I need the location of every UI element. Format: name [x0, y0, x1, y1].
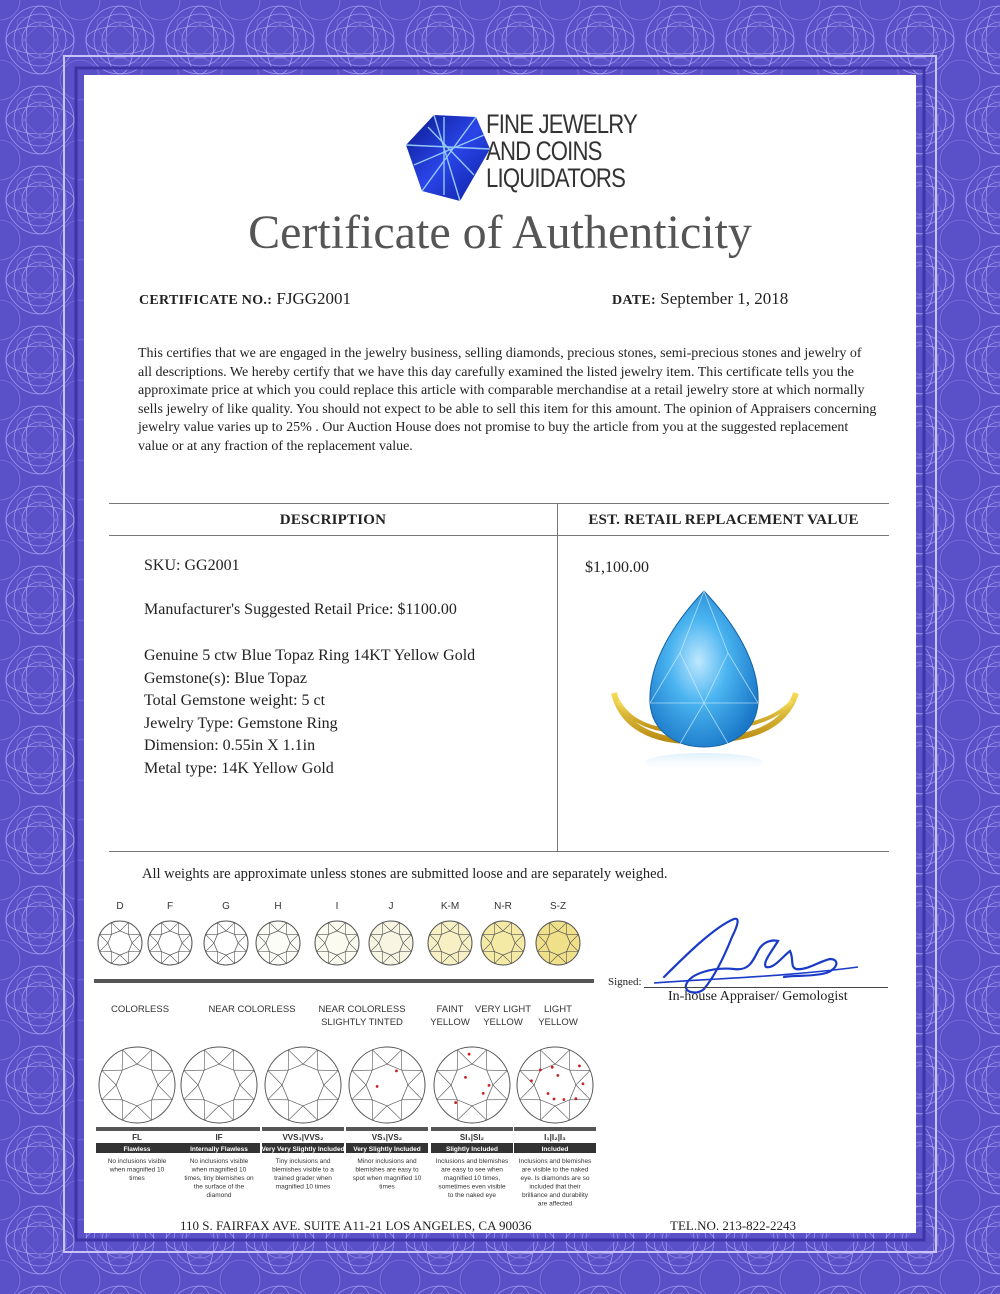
clarity-description: to the naked eye	[447, 1192, 497, 1199]
certificate-number-value: FJGG2001	[276, 289, 352, 308]
inclusion-mark	[547, 1092, 550, 1095]
sku: SKU: GG2001	[144, 557, 240, 574]
company-name	[486, 111, 637, 192]
clarity-description: diamond	[206, 1192, 232, 1199]
color-category-label: LIGHT	[544, 1004, 572, 1015]
color-grade-letter: G	[222, 901, 230, 912]
detail-line: Jewelry Type: Gemstone Ring	[144, 714, 338, 732]
clarity-bar	[514, 1127, 596, 1131]
clarity-description: when magnified 10	[109, 1166, 165, 1174]
intro-paragraph: This certifies that we are engaged in the jewelry business, selling diamonds, precious stones, semi-precious stones and jewelry of all descriptions. We hereby certify that we have this day carefully examined the listed jewelry item. This certificate tells you the approximate price at which you could replace this article with comparable merchandise at a retail jewelry store at which normally sells jewelry of like quality. You should not expect to be able to sell this item for this amount. The opinion of Appraisers concerning jewelry value varies up to 25% . Our Auction House does not promise to buy the article from you at the suggested replacement value or at any fraction of the replacement value.	[138, 346, 877, 454]
weights-note: All weights are approximate unless stones are submitted loose and are separately weighed.	[142, 866, 668, 882]
color-category-label: SLIGHTLY TINTED	[321, 1017, 403, 1028]
inclusion-mark	[395, 1069, 398, 1072]
detail-line: Metal type: 14K Yellow Gold	[144, 759, 334, 777]
color-category-label: FAINT	[436, 1004, 464, 1015]
clarity-name: Internally Flawless	[190, 1146, 248, 1153]
clarity-description: blemishes visible to a	[272, 1166, 334, 1174]
clarity-description: Minor inclusions and	[357, 1158, 417, 1165]
table-column-divider	[557, 503, 558, 852]
signature-title: In-house Appraiser/ Gemologist	[668, 989, 848, 1004]
inclusion-mark	[539, 1069, 542, 1072]
clarity-diamond-icon	[99, 1047, 175, 1123]
clarity-description: are easy to see when	[441, 1166, 503, 1174]
date-label: DATE:	[612, 293, 657, 308]
inclusion-mark	[468, 1053, 471, 1056]
clarity-description: are affected	[537, 1200, 573, 1208]
color-grade-letter: D	[116, 901, 124, 912]
inclusion-mark	[575, 1097, 578, 1100]
inclusion-mark	[562, 1098, 565, 1101]
inclusion-mark	[556, 1074, 559, 1077]
value-header: EST. RETAIL REPLACEMENT VALUE	[588, 512, 859, 528]
clarity-description: included that their	[529, 1183, 581, 1191]
certificate-number	[139, 289, 351, 309]
clarity-description: times	[129, 1175, 145, 1182]
inclusion-mark	[464, 1076, 467, 1079]
clarity-bar	[431, 1127, 513, 1131]
clarity-code: IF	[215, 1133, 223, 1142]
inclusion-mark	[376, 1085, 379, 1088]
color-category-label: YELLOW	[538, 1017, 578, 1028]
color-grade-letter: K-M	[440, 901, 460, 912]
clarity-description: times, tiny blemishes on	[184, 1175, 254, 1182]
table-bottom-rule	[109, 851, 889, 852]
color-grade-diamond-icon	[315, 921, 359, 965]
inclusion-mark	[582, 1082, 585, 1085]
signature-line	[644, 987, 888, 988]
clarity-code: VVS₁|VVS₂	[282, 1133, 324, 1142]
blue-topaz-ring-image	[604, 583, 804, 783]
logo-line-2: AND COINS	[486, 136, 602, 166]
clarity-name: Very Slightly Included	[353, 1146, 421, 1153]
clarity-code: SI₁|SI₂	[459, 1133, 485, 1142]
page-title: Certificate of Authenticity	[248, 206, 752, 259]
clarity-description: eye. Is diamonds are so	[520, 1175, 590, 1182]
clarity-description: Inclusions and blemishes	[435, 1158, 509, 1165]
clarity-diamond-icon	[181, 1047, 257, 1123]
certificate-number-label: CERTIFICATE NO.:	[139, 293, 273, 308]
clarity-bar	[346, 1127, 428, 1131]
clarity-description: sometimes even visible	[438, 1183, 506, 1191]
clarity-description: spot when magnified 10	[352, 1175, 422, 1182]
table-top-rule	[109, 503, 889, 504]
item-details	[144, 645, 475, 780]
clarity-description: magnified 10 times	[275, 1183, 331, 1191]
clarity-description: brilliance and durability	[521, 1192, 589, 1199]
footer-address: 110 S. FAIRFAX AVE. SUITE A11-21 LOS ANGELES, CA 90036	[180, 1218, 532, 1233]
clarity-name: Flawless	[123, 1146, 151, 1153]
clarity-description: No inclusions visible	[189, 1158, 249, 1165]
color-category-label: NEAR COLORLESS	[318, 1004, 406, 1015]
clarity-description: No inclusions visible	[107, 1158, 167, 1165]
clarity-code: VS₁|VS₂	[371, 1133, 403, 1142]
color-grade-diamond-icon	[428, 921, 472, 965]
color-category-label: NEAR COLORLESS	[208, 1004, 296, 1015]
clarity-description: Inclusions and blemishes	[518, 1158, 592, 1165]
color-category-label: YELLOW	[483, 1017, 523, 1028]
clarity-bar	[178, 1127, 260, 1131]
replacement-value: $1,100.00	[585, 559, 649, 576]
clarity-description: blemishes are easy to	[355, 1166, 419, 1174]
signed-label: Signed:	[608, 976, 642, 988]
color-grade-letter: F	[166, 901, 174, 912]
clarity-bar	[96, 1127, 178, 1131]
certificate-paper	[84, 75, 916, 1233]
detail-line: Total Gemstone weight: 5 ct	[144, 692, 326, 709]
msrp: Manufacturer's Suggested Retail Price: $1100.00	[144, 601, 457, 618]
handwritten-signature	[644, 907, 864, 997]
footer-phone: TEL.NO. 213-822-2243	[670, 1218, 797, 1233]
inclusion-mark	[482, 1092, 485, 1095]
color-grade-diamond-icon	[536, 921, 580, 965]
clarity-diamond-icon	[517, 1047, 593, 1123]
clarity-description: magnified 10 times,	[443, 1175, 501, 1182]
color-grade-diamond-icon	[369, 921, 413, 965]
clarity-code: FL	[132, 1133, 142, 1142]
clarity-name: Included	[541, 1146, 569, 1153]
color-grade-letter: I	[335, 901, 339, 912]
diamond-grading-chart	[92, 899, 597, 1229]
clarity-description: are visible to the naked	[521, 1166, 589, 1174]
clarity-description: Tiny inclusions and	[275, 1158, 331, 1165]
clarity-description: when magnified 10	[191, 1166, 247, 1174]
detail-line: Gemstone(s): Blue Topaz	[144, 669, 307, 687]
inclusion-mark	[551, 1066, 554, 1069]
clarity-diamond-icon	[265, 1047, 341, 1123]
clarity-description: times	[379, 1183, 395, 1191]
clarity-bar	[262, 1127, 344, 1131]
logo-line-1: FINE JEWELRY	[486, 109, 637, 139]
clarity-description: trained grader when	[274, 1175, 332, 1182]
inclusion-mark	[454, 1101, 457, 1104]
description-header: DESCRIPTION	[279, 512, 387, 528]
logo-line-3: LIQUIDATORS	[486, 163, 626, 193]
color-grade-letter: S-Z	[549, 901, 567, 912]
inclusion-mark	[488, 1084, 491, 1087]
color-category-label: YELLOW	[430, 1017, 470, 1028]
clarity-diamond-icon	[349, 1047, 425, 1123]
detail-line: Dimension: 0.55in X 1.1in	[144, 737, 316, 754]
inclusion-mark	[553, 1098, 556, 1101]
date-value: September 1, 2018	[660, 289, 789, 308]
color-grade-letter: H	[274, 901, 282, 912]
inclusion-mark	[578, 1065, 581, 1068]
color-category-label: COLORLESS	[110, 1004, 170, 1015]
table-header-rule	[109, 535, 889, 536]
color-grade-diamond-icon	[204, 921, 248, 965]
clarity-diamond-icon	[434, 1047, 510, 1123]
clarity-description: the surface of the	[193, 1183, 245, 1191]
color-grade-letter: J	[388, 901, 394, 912]
color-grade-diamond-icon	[98, 921, 142, 965]
clarity-code: I₁|I₂|I₃	[544, 1133, 566, 1142]
color-grade-letter: N-R	[494, 901, 512, 912]
color-grade-diamond-icon	[481, 921, 525, 965]
clarity-name: Very Very Slightly Included	[261, 1146, 345, 1153]
certificate-date	[612, 289, 788, 309]
color-grade-diamond-icon	[256, 921, 300, 965]
color-grade-diamond-icon	[148, 921, 192, 965]
color-category-label: VERY LIGHT	[474, 1004, 532, 1015]
inclusion-mark	[530, 1079, 533, 1082]
color-scale-bar	[94, 979, 594, 983]
clarity-name: Slightly Included	[445, 1146, 499, 1153]
detail-line: Genuine 5 ctw Blue Topaz Ring 14KT Yellow Gold	[144, 647, 476, 664]
